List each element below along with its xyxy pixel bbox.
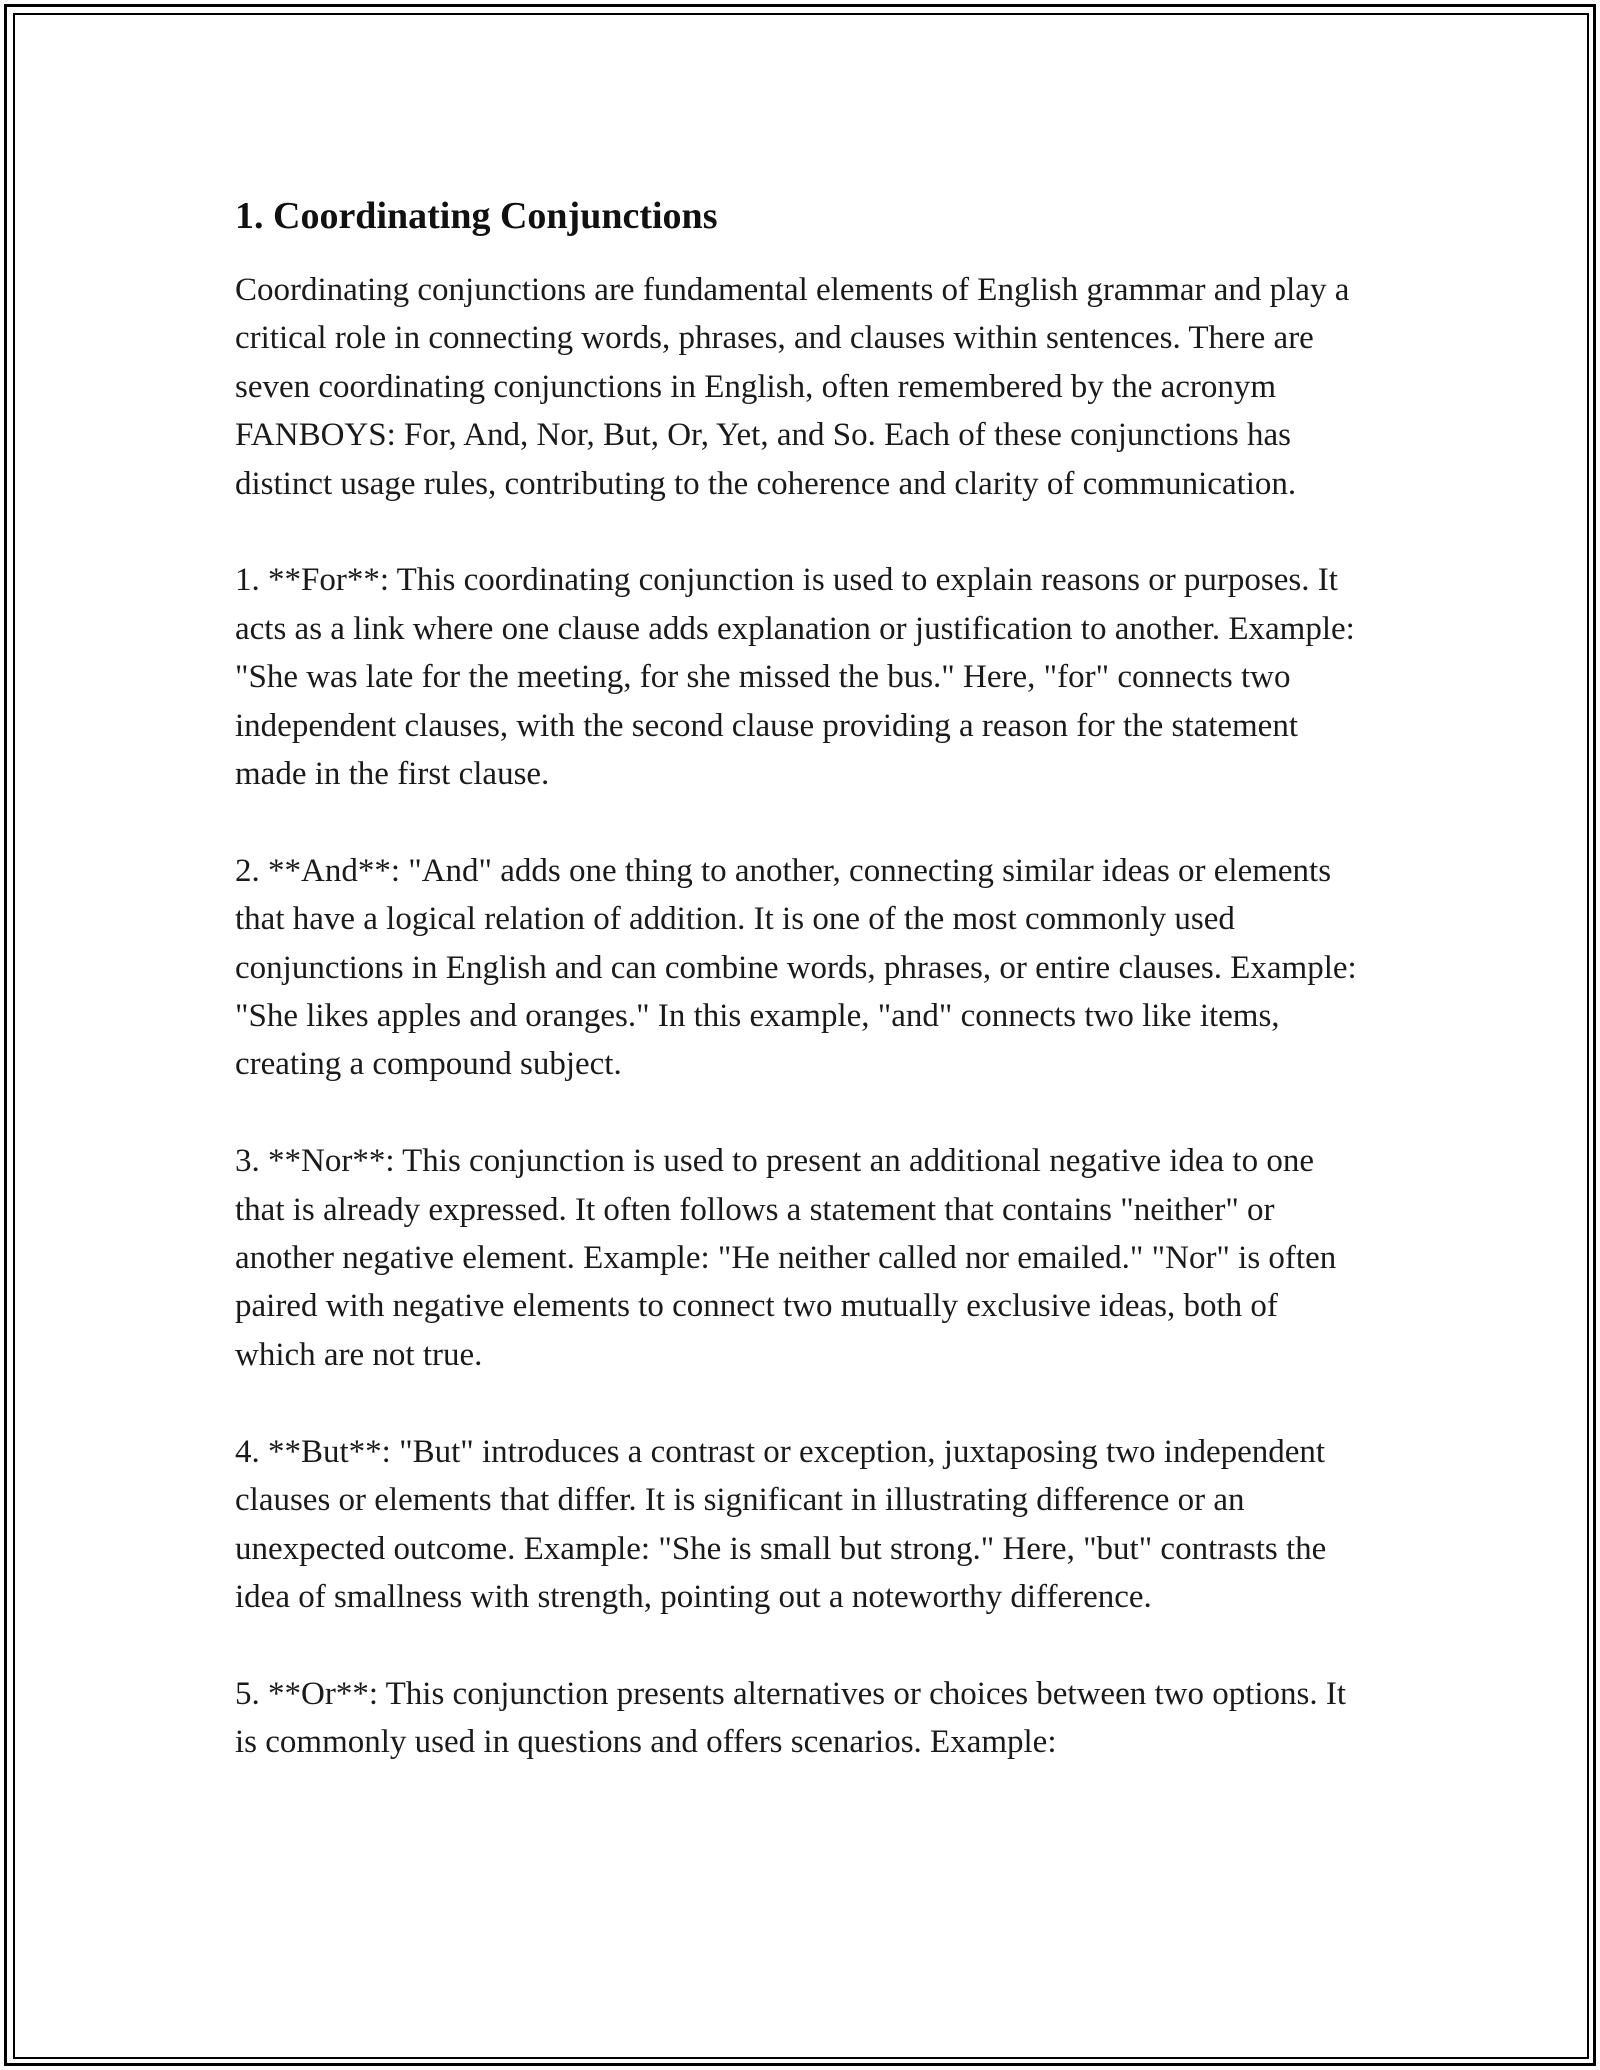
paragraph-nor: 3. **Nor**: This conjunction is used to present an additional negative idea to one that is already expressed. It often follows a statement that contains "neither" or another negative element. Example: "He neither called nor emailed." "Nor" is often paired with negative elements to connect two mutually exclusive ideas, both of which are not true. [235, 1143, 1337, 1373]
paragraph-or: 5. **Or**: This conjunction presents alternatives or choices between two options. It is commonly used in questions and offers scenarios. Example: [235, 1675, 1347, 1761]
paragraph-for: 1. **For**: This coordinating conjunction is used to explain reasons or purposes. It acts as a link where one clause adds explanation or justification to another. Example: "She was late for the meeting, for she missed the bus." Here, "for" connects two independent clauses, with the second clause providing a reason for the statement made in the first clause. [235, 562, 1355, 793]
paragraph-but: 4. **But**: "But" introduces a contrast or exception, juxtaposing two independent clauses or elements that differ. It is significant in illustrating difference or an unexpected outcome. Example: "She is small but strong." Here, "but" contrasts the idea of smallness with strength, pointing out a noteworthy difference. [235, 1433, 1327, 1615]
section-title: 1. Coordinating Conjunctions [235, 195, 718, 237]
intro-paragraph: Coordinating conjunctions are fundamental elements of English grammar and play a critical role in connecting words, phrases, and clauses within sentences. There are seven coordinating conjunctions in English, often remembered by the acronym FANBOYS: For, And, Nor, But, Or, Yet, and So. Each of these conjunctions has distinct usage rules, contributing to the coherence and clarity of communication. [235, 272, 1350, 502]
document-body [235, 180, 1365, 1815]
paragraph-and: 2. **And**: "And" adds one thing to another, connecting similar ideas or elements that have a logical relation of addition. It is one of the most commonly used conjunctions in English and can combine words, phrases, or entire clauses. Example: "She likes apples and oranges." In this example, "and" connects two like items, creating a compound subject. [235, 852, 1357, 1083]
